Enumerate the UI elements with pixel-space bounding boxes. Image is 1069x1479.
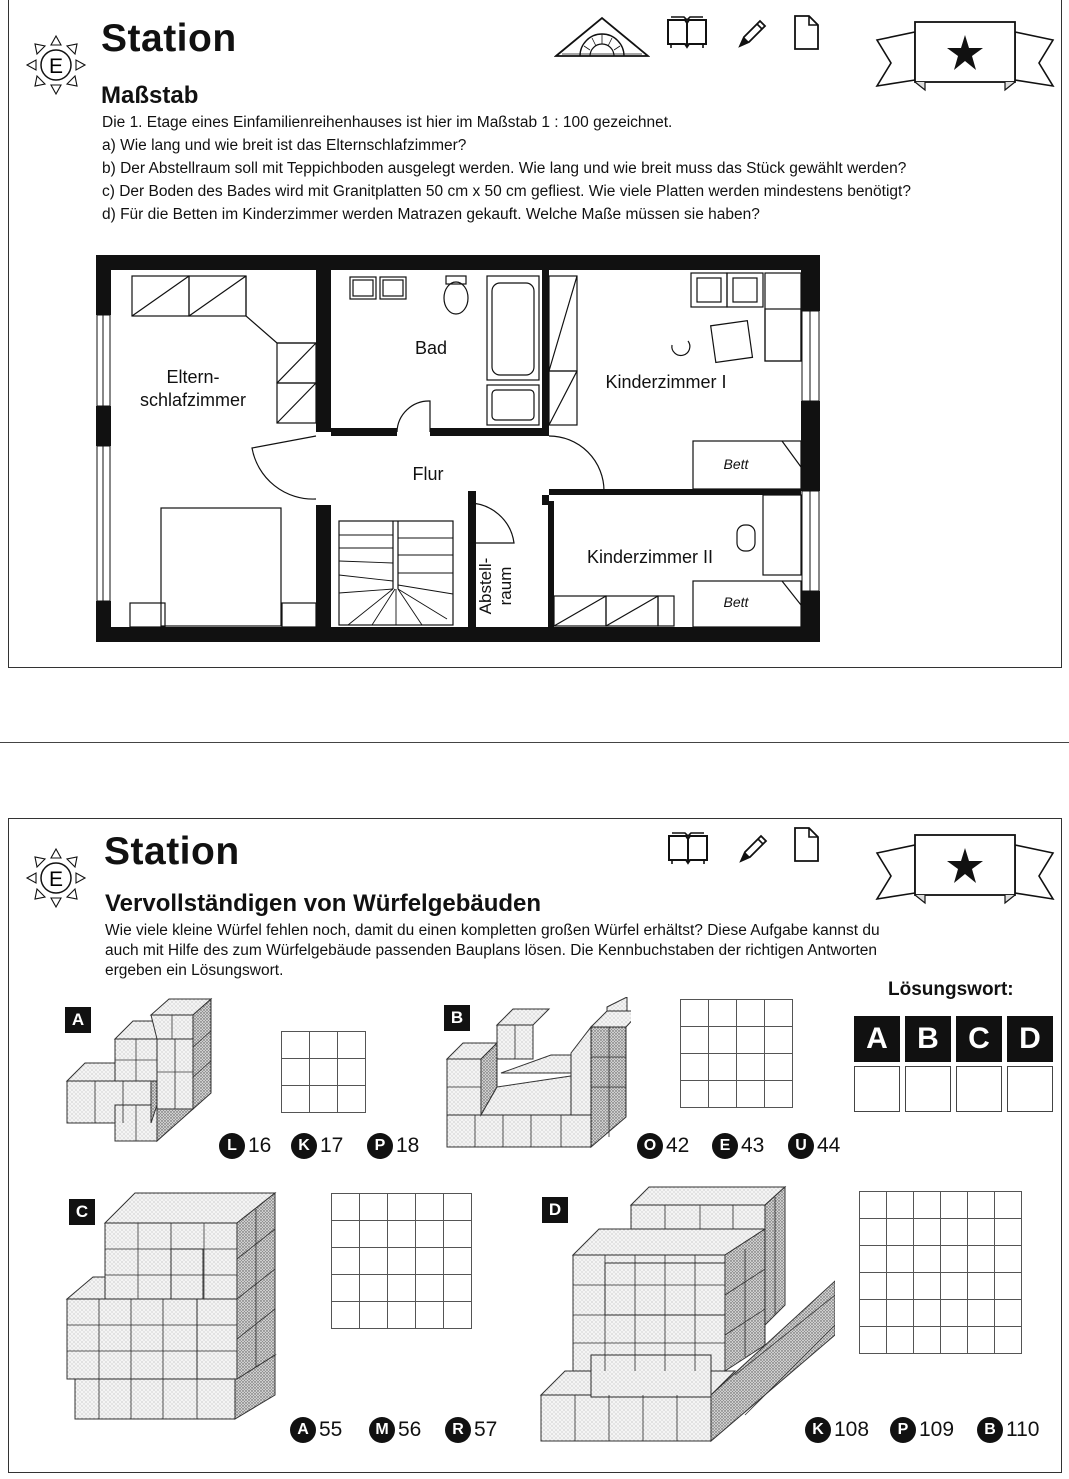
task-line: ergeben ein Lösungswort.: [105, 962, 284, 979]
pencil-icon: [736, 18, 770, 52]
cube-building-b: [441, 997, 631, 1157]
intro-line: Die 1. Etage eines Einfamilienreihenhauses ist hier im Maßstab 1 : 100 gezeichnet.: [102, 114, 673, 131]
choice-value: 44: [817, 1134, 841, 1157]
choice-letter: O: [637, 1133, 663, 1159]
choice-value: 57: [474, 1418, 498, 1441]
choice-value: 17: [320, 1134, 344, 1157]
level-letter: E: [48, 55, 64, 78]
star-ribbon-icon: [875, 20, 1057, 94]
cut-line: [0, 742, 1069, 743]
answer-choice-d[interactable]: [890, 1417, 954, 1443]
choice-value: 55: [319, 1418, 343, 1441]
answer-choice-a[interactable]: [291, 1133, 343, 1159]
choice-value: 110: [1006, 1418, 1040, 1441]
choice-letter: B: [977, 1417, 1003, 1443]
solution-answer-box[interactable]: [905, 1066, 951, 1112]
solution-answer-box[interactable]: [1007, 1066, 1053, 1112]
bed-label: Bett: [723, 456, 749, 472]
room-label-kinderzimmer-2: Kinderzimmer II: [586, 547, 714, 567]
document-icon: [794, 15, 822, 53]
choice-letter: K: [291, 1133, 317, 1159]
document-icon: [794, 827, 822, 865]
room-label-flur: Flur: [412, 464, 444, 484]
room-label-bad: Bad: [414, 338, 448, 358]
room-label-kinderzimmer-1: Kinderzimmer I: [605, 372, 727, 392]
answer-choice-b[interactable]: [712, 1133, 764, 1159]
choice-letter: U: [788, 1133, 814, 1159]
choice-letter: L: [219, 1133, 245, 1159]
choice-letter: M: [369, 1417, 395, 1443]
solution-letter-c: C: [956, 1016, 1002, 1062]
task-label-d: D: [542, 1197, 568, 1223]
choice-value: 109: [919, 1418, 955, 1441]
pencil-icon: [737, 833, 771, 867]
level-letter: E: [48, 868, 64, 891]
room-label-abstellraum-1: Abstell-: [476, 557, 495, 615]
solution-letter-b: B: [905, 1016, 951, 1062]
cube-building-c: [65, 1189, 335, 1429]
card-heading: Vervollständigen von Würfelgebäuden: [105, 890, 542, 917]
task-text: [105, 921, 1035, 981]
solution-letter-d: D: [1007, 1016, 1053, 1062]
station-card-scale: [8, 0, 1062, 668]
room-label-abstellraum-2: raum: [496, 566, 515, 606]
answer-choice-d[interactable]: [805, 1417, 869, 1443]
room-label-eltern-1: Eltern-: [166, 367, 220, 387]
task-line: Wie viele kleine Würfel fehlen noch, damit du einen kompletten großen Würfel erhältst? Diese Aufgabe kannst du: [105, 922, 880, 939]
task-line: auch mit Hilfe des zum Würfelgebäude passenden Bauplans lösen. Die Kennbuchstaben der richtigen Antworten: [105, 942, 878, 959]
room-label-eltern-2: schlafzimmer: [139, 390, 247, 410]
choice-value: 16: [248, 1134, 272, 1157]
task-label-b: B: [444, 1005, 470, 1031]
choice-value: 108: [834, 1418, 870, 1441]
book-icon: [668, 832, 710, 868]
question-c: c) Der Boden des Bades wird mit Granitplatten 50 cm x 50 cm gefliest. Wie viele Platten werden mindestens benötigt?: [102, 183, 911, 200]
question-b: b) Der Abstellraum soll mit Teppichboden ausgelegt werden. Wie lang und wie breit muss das Stück gewählt werden?: [102, 160, 907, 177]
card-heading: Maßstab: [101, 82, 199, 109]
choice-letter: R: [445, 1417, 471, 1443]
choice-letter: P: [367, 1133, 393, 1159]
answer-choice-b[interactable]: [637, 1133, 689, 1159]
bed-label: Bett: [723, 594, 749, 610]
sun-level-icon: [23, 32, 89, 98]
cube-building-d: [535, 1185, 835, 1455]
building-plan-grid-b[interactable]: [680, 999, 793, 1108]
solution-letter-a: A: [854, 1016, 900, 1062]
station-card-cubes: [8, 818, 1062, 1473]
choice-letter: K: [805, 1417, 831, 1443]
solution-label: Lösungswort:: [888, 979, 1014, 1000]
sun-level-icon: [23, 845, 89, 911]
answer-choice-c[interactable]: [369, 1417, 421, 1443]
station-title: Station: [101, 17, 237, 60]
building-plan-grid-c[interactable]: [331, 1193, 472, 1329]
station-title: Station: [104, 830, 240, 873]
building-plan-grid-a[interactable]: [281, 1031, 366, 1113]
star-ribbon-icon: [875, 833, 1057, 907]
task-label-c: C: [69, 1199, 95, 1225]
question-d: d) Für die Betten im Kinderzimmer werden Matrazen gekauft. Welche Maße müssen sie haben?: [102, 206, 760, 223]
answer-choice-a[interactable]: [219, 1133, 271, 1159]
task-label-a: A: [65, 1007, 91, 1033]
solution-answer-box[interactable]: [956, 1066, 1002, 1112]
answer-choice-c[interactable]: [445, 1417, 497, 1443]
choice-value: 18: [396, 1134, 420, 1157]
answer-choice-a[interactable]: [367, 1133, 419, 1159]
cube-building-a: [59, 997, 219, 1147]
answer-choice-d[interactable]: [977, 1417, 1039, 1443]
choice-letter: A: [290, 1417, 316, 1443]
choice-value: 56: [398, 1418, 422, 1441]
answer-choice-c[interactable]: [290, 1417, 342, 1443]
floor-plan: [92, 251, 824, 646]
task-text: [102, 111, 911, 226]
set-square-icon: [554, 16, 650, 58]
choice-value: 42: [666, 1134, 690, 1157]
choice-letter: E: [712, 1133, 738, 1159]
book-icon: [667, 16, 709, 52]
choice-value: 43: [741, 1134, 765, 1157]
answer-choice-b[interactable]: [788, 1133, 840, 1159]
choice-letter: P: [890, 1417, 916, 1443]
building-plan-grid-d[interactable]: [859, 1191, 1022, 1354]
question-a: a) Wie lang und wie breit ist das Elternschlafzimmer?: [102, 137, 467, 154]
solution-answer-box[interactable]: [854, 1066, 900, 1112]
